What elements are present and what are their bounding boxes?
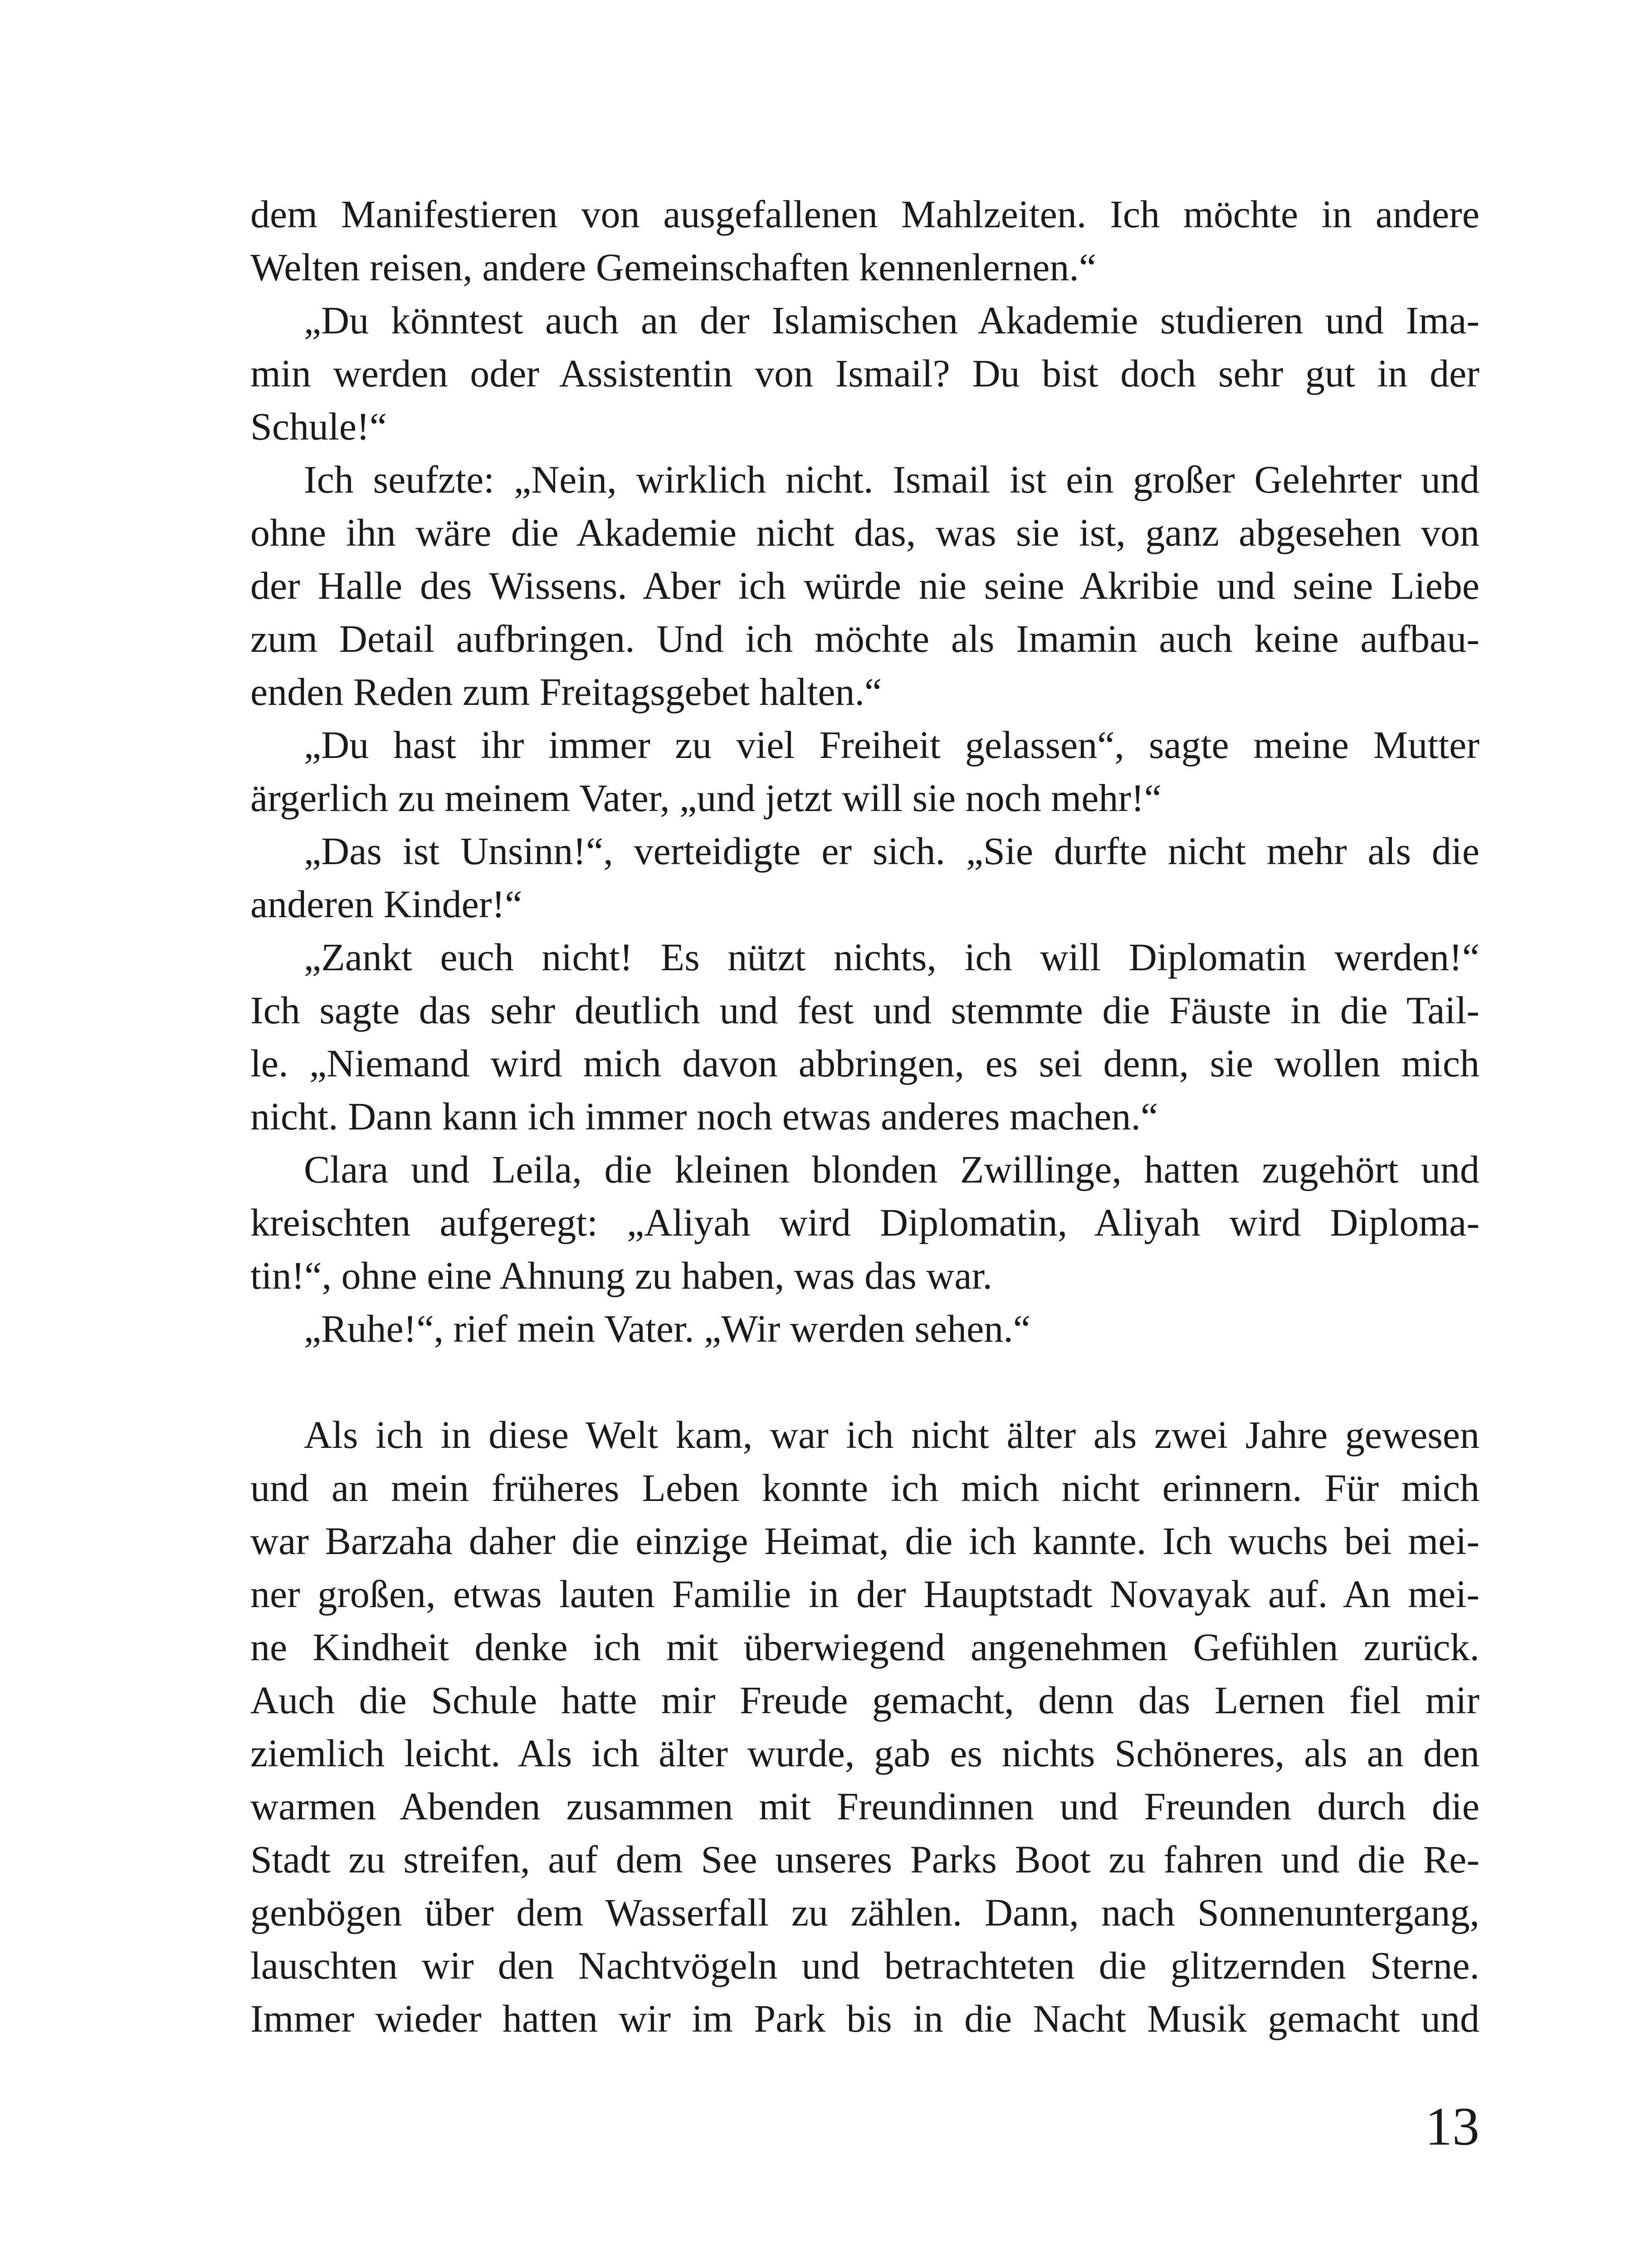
text-line: kreischten aufgeregt: „Aliyah wird Diplomatin, Aliyah wird Diploma- <box>250 1201 1479 1244</box>
text-line: ner großen, etwas lauten Familie in der Hauptstadt Novayak auf. An mei- <box>250 1572 1479 1616</box>
text-line: warmen Abenden zusammen mit Freundinnen und Freunden durch die <box>250 1784 1479 1828</box>
text-line: Welten reisen, andere Gemeinschaften kennenlernen.“ <box>250 245 1097 289</box>
text-line: „Das ist Unsinn!“, verteidigte er sich. „Sie durfte nicht mehr als die <box>304 829 1479 873</box>
text-line: lauschten wir den Nachtvögeln und betrachteten die glitzernden Sterne. <box>250 1944 1479 1987</box>
text-line: Stadt zu streifen, auf dem See unseres Parks Boot zu fahren und die Re- <box>250 1838 1479 1881</box>
text-line: dem Manifestieren von ausgefallenen Mahlzeiten. Ich möchte in andere <box>250 192 1479 236</box>
text-line: tin!“, ohne eine Ahnung zu haben, was das war. <box>250 1254 992 1297</box>
text-line: „Du könntest auch an der Islamischen Akademie studieren und Ima- <box>304 298 1479 342</box>
text-line: Schule!“ <box>250 405 387 448</box>
text-line: war Barzaha daher die einzige Heimat, die ich kannte. Ich wuchs bei mei- <box>250 1519 1479 1563</box>
text-line: min werden oder Assistentin von Ismail? Du bist doch sehr gut in der <box>250 352 1479 395</box>
text-line: Als ich in diese Welt kam, war ich nicht älter als zwei Jahre gewesen <box>304 1413 1479 1457</box>
text-line: le. „Niemand wird mich davon abbringen, es sei denn, sie wollen mich <box>250 1041 1479 1085</box>
text-line: ohne ihn wäre die Akademie nicht das, was sie ist, ganz abgesehen von <box>250 511 1479 554</box>
text-line: ne Kindheit denke ich mit überwiegend angenehmen Gefühlen zurück. <box>250 1625 1479 1669</box>
page-number: 13 <box>1425 2096 1479 2156</box>
text-line: der Halle des Wissens. Aber ich würde nie seine Akribie und seine Liebe <box>250 564 1479 607</box>
text-line: und an mein früheres Leben konnte ich mich nicht erinnern. Für mich <box>250 1466 1479 1510</box>
text-line: Ich seufzte: „Nein, wirklich nicht. Ismail ist ein großer Gelehrter und <box>304 458 1479 501</box>
text-line: genbögen über dem Wasserfall zu zählen. Dann, nach Sonnenuntergang, <box>250 1891 1479 1934</box>
text-line: „Zankt euch nicht! Es nützt nichts, ich will Diplomatin werden!“ <box>304 935 1479 979</box>
text-line: anderen Kinder!“ <box>250 882 522 926</box>
text-line: nicht. Dann kann ich immer noch etwas anderes machen.“ <box>250 1095 1158 1138</box>
text-line: Clara und Leila, die kleinen blonden Zwillinge, hatten zugehört und <box>304 1148 1479 1191</box>
text-line: Ich sagte das sehr deutlich und fest und stemmte die Fäuste in die Tail- <box>250 988 1479 1032</box>
text-line: Auch die Schule hatte mir Freude gemacht, denn das Lernen fiel mir <box>250 1678 1479 1722</box>
text-line: „Du hast ihr immer zu viel Freiheit gelassen“, sagte meine Mutter <box>304 723 1479 767</box>
text-line: ärgerlich zu meinem Vater, „und jetzt will sie noch mehr!“ <box>250 776 1162 820</box>
text-line: enden Reden zum Freitagsgebet halten.“ <box>250 670 882 714</box>
text-line: ziemlich leicht. Als ich älter wurde, gab es nichts Schöneres, als an den <box>250 1731 1479 1775</box>
text-line: zum Detail aufbringen. Und ich möchte als Imamin auch keine aufbau- <box>250 617 1479 660</box>
text-line: Immer wieder hatten wir im Park bis in die Nacht Musik gemacht und <box>250 1997 1479 2040</box>
text-line: „Ruhe!“, rief mein Vater. „Wir werden sehen.“ <box>304 1307 1030 1350</box>
